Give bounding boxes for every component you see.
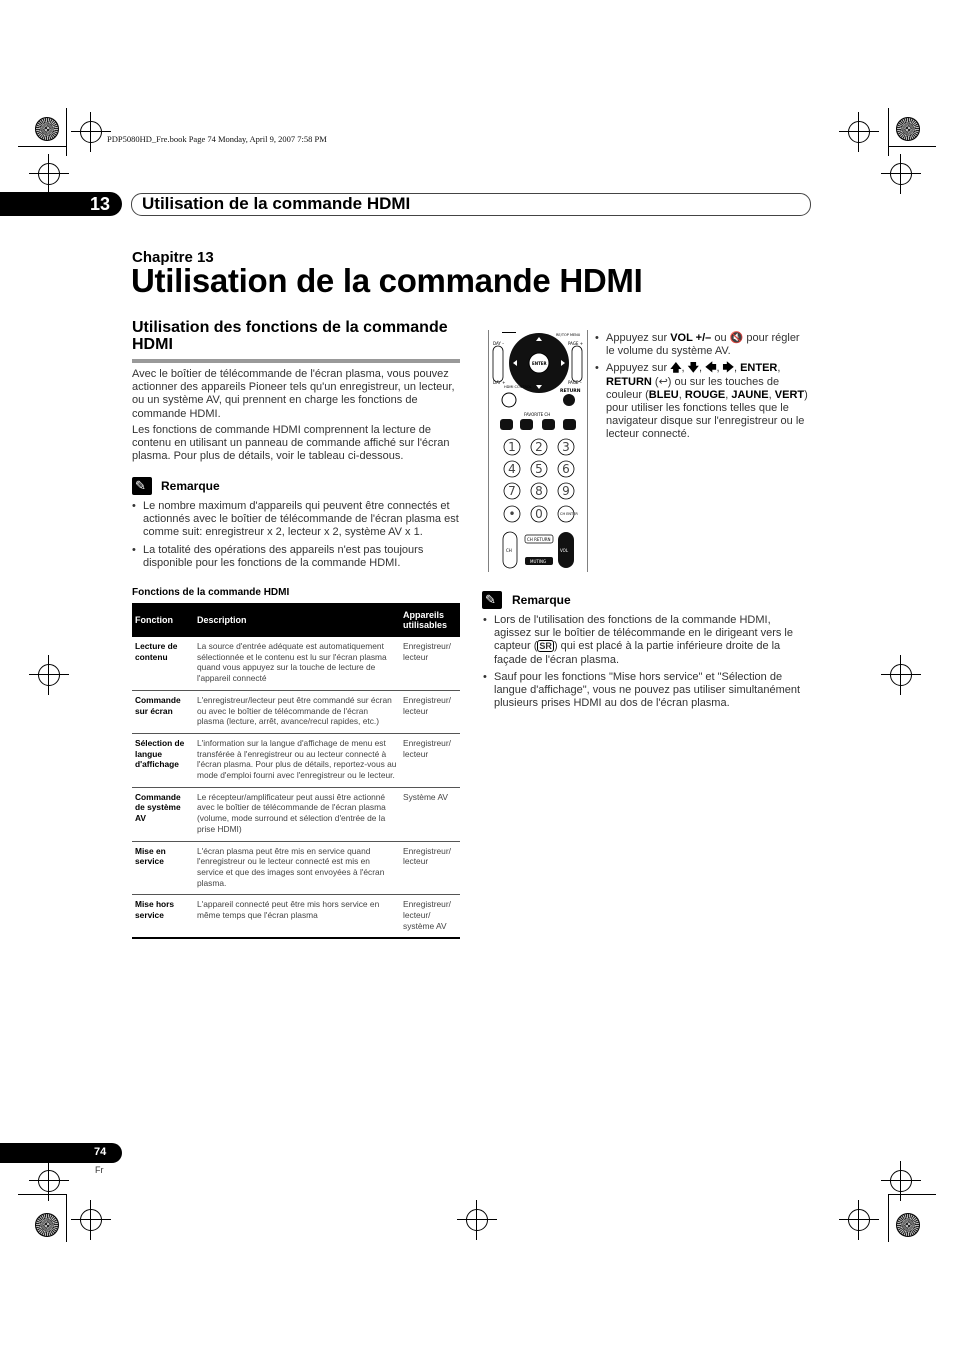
table-row [132, 895, 460, 939]
registration-star-icon [35, 1213, 59, 1237]
note-pencil-icon: ✎ [482, 591, 502, 609]
note-list [132, 500, 462, 574]
function-cell: Mise hors service [132, 895, 194, 939]
key-5: 5 [535, 462, 543, 476]
text: Lors de l'utilisation des fonctions de la commande HDMI, agissez sur le boîtier de télécommande en le dirigeant vers le capteur ( [494, 614, 793, 653]
crosshair-icon [466, 1209, 488, 1231]
text: ) pour utiliser les fonctions telles que le navigateur disque sur l'enregistreur ou le lecteur connecté. [606, 388, 808, 441]
devices-cell: Enregistreur/ lecteur/ système AV [400, 895, 460, 939]
crop-mark [888, 108, 889, 156]
favorite-ch-label: FAVORITE CH [524, 412, 551, 417]
sensor-icon: SR [539, 641, 552, 652]
arrow-up-icon: 🡅 [670, 362, 682, 375]
key-6: 6 [562, 462, 570, 476]
crosshair-icon [38, 1170, 60, 1192]
section-rule [132, 359, 460, 363]
table-row [132, 787, 460, 841]
key-1: 1 [508, 440, 516, 454]
note-list [483, 614, 809, 714]
crop-mark [888, 146, 936, 147]
crosshair-icon [80, 121, 102, 143]
intro-paragraph: Avec le boîtier de télécommande de l'écran plasma, vous pouvez actionner des appareils Pioneer tels qu'un enregistreur, un lecteur, ou un système AV, qui prennent en charge les fonctions de commande HDMI. [132, 368, 455, 420]
devices-cell: Enregistreur/ lecteur [400, 841, 460, 895]
function-cell: Commande de système AV [132, 787, 194, 841]
crop-mark [18, 1194, 66, 1195]
devices-cell: Système AV [400, 787, 460, 841]
remote-control-illustration [488, 330, 588, 572]
description-cell: Le récepteur/amplificateur peut aussi être actionné avec le boîtier de télécommande de l'écran plasma (volume, mode surround et sélection d'entrée de la prise HDMI) [194, 787, 400, 841]
return-key: RETURN [606, 375, 652, 388]
crop-mark [66, 1194, 67, 1242]
key-dot: • [508, 507, 516, 521]
enter-key: ENTER [740, 362, 778, 375]
description-cell: La source d'entrée adéquate est automatiquement sélectionnée et le contenu est lu sur l'écran plasma quand vous appuyez sur la touche de lecture de l'appareil connecté [194, 637, 400, 690]
vol-key: VOL +/– [670, 332, 712, 344]
text: Appuyez sur [606, 332, 671, 344]
table-row [132, 841, 460, 895]
description-cell: L'enregistreur/lecteur peut être commandé sur écran ou avec le boîtier de télécommande de l'écran plasma (lecture, arrêt, avance/recul rapides, etc.) [194, 690, 400, 733]
note-item: • La totalité des opérations des appareils n'est pas toujours disponible pour les fonctions de la commande HDMI. [132, 544, 462, 570]
instruction-list [595, 332, 810, 446]
instruction-volume [595, 332, 810, 358]
note-label: Remarque [161, 479, 220, 493]
key-7: 7 [508, 484, 516, 498]
green-key: VERT [774, 388, 805, 401]
crop-mark [18, 146, 66, 147]
table-row [132, 637, 460, 690]
ch-enter-label: CH ENTER [560, 512, 578, 516]
crop-mark [66, 108, 67, 156]
function-cell: Lecture de contenu [132, 637, 194, 690]
registration-star-icon [35, 117, 59, 141]
vol-label: VOL [560, 548, 569, 553]
hdmi-control-label: HDMI CONTROL [504, 385, 532, 389]
text: Appuyez sur [606, 362, 671, 375]
section-title: Utilisation des fonctions de la commande HDMI [132, 319, 448, 353]
yellow-key: JAUNE [731, 388, 769, 401]
function-cell: Commande sur écran [132, 690, 194, 733]
key-9: 9 [562, 484, 570, 498]
running-title: Utilisation de la commande HDMI [142, 194, 411, 213]
devices-cell: Enregistreur/ lecteur [400, 690, 460, 733]
arrow-right-icon: 🡆 [722, 362, 734, 375]
ch-label: CH [506, 548, 512, 553]
column-header: Description [194, 603, 400, 637]
description-cell: L'écran plasma peut être mis en service quand l'enregistreur ou le lecteur connecté est mis en service et que des images sont envoyées à l'écran plasma. [194, 841, 400, 895]
print-stamp: PDP5080HD_Fre.book Page 74 Monday, April 9, 2007 7:58 PM [107, 134, 327, 144]
day-minus-label: DAY – [493, 341, 505, 346]
note-item [483, 614, 809, 667]
note-item: • Sauf pour les fonctions "Mise hors service" et "Sélection de langue d'affichage", vous ne pouvez pas utiliser simultanément plusieurs prises HDMI au dos de l'écran plasma. [483, 671, 809, 711]
crosshair-icon [890, 163, 912, 185]
devices-cell: Enregistreur/ lecteur [400, 637, 460, 690]
crop-mark [888, 1194, 889, 1242]
instruction-navigation: • Appuyez sur 🡅, 🡇, 🡄, 🡆, ENTER, RETURN (↩) ou sur les touches de couleur (BLEU, ROUGE, JAUNE, VERT) pour utiliser les fonctions telles que le navigateur disque sur l'enregistreur ou le lecteur connecté. [595, 362, 810, 441]
crosshair-icon [890, 1170, 912, 1192]
enter-button-label: ENTER [532, 361, 547, 366]
note-label: Remarque [512, 593, 571, 607]
intro-paragraph: Les fonctions de commande HDMI comprennent la lecture de contenu en utilisant un panneau de commande affiché sur l'écran plasma. Pour plus de détails, voir le tableau ci-dessous. [132, 424, 450, 463]
arrow-down-icon: 🡇 [687, 362, 699, 375]
note-pencil-icon: ✎ [132, 477, 152, 495]
registration-star-icon [896, 1213, 920, 1237]
column-header: Fonction [132, 603, 194, 637]
column-header: Appareils utilisables [400, 603, 460, 637]
blue-key: BLEU [648, 388, 679, 401]
function-cell: Mise en service [132, 841, 194, 895]
return-icon: ↩ [658, 375, 668, 388]
page-language: Fr [95, 1165, 104, 1175]
chapter-label: Chapitre 13 [132, 249, 214, 266]
crosshair-icon [848, 1209, 870, 1231]
table-row [132, 733, 460, 787]
text: pour régler le volume du système AV. [606, 332, 800, 358]
day-plus-label: DAY + [493, 380, 506, 385]
key-4: 4 [508, 462, 516, 476]
text: ) qui est placé à la partie inférieure droite de la façade de l'écran plasma. [494, 640, 781, 666]
description-cell: L'information sur la langue d'affichage de menu est transférée à l'enregistreur ou au lecteur connecté à l'écran plasma. Pour plus de détails, reportez-vous au mode d'emploi fourni avec l'enregistreur ou le lecteur. [194, 733, 400, 787]
crosshair-icon [890, 664, 912, 686]
crosshair-icon [848, 121, 870, 143]
text: ou [711, 332, 730, 344]
crosshair-icon [38, 664, 60, 686]
page-minus-label: PAGE – [568, 380, 582, 385]
remote-svg [488, 330, 588, 572]
registration-star-icon [896, 117, 920, 141]
note-item: • Le nombre maximum d'appareils qui peuvent être connectés et actionnés avec le boîtier de télécommande de l'écran plasma est comme suit: enregistreur x 2, lecteur x 2, système AV x 1. [132, 500, 462, 540]
function-cell: Sélection de langue d'affichage [132, 733, 194, 787]
text: ) ou sur les touches de couleur ( [606, 375, 780, 401]
page-number: 74 [94, 1146, 107, 1158]
key-0: 0 [535, 507, 543, 521]
devices-cell: Enregistreur/ lecteur [400, 733, 460, 787]
page-title: Utilisation de la commande HDMI [131, 262, 643, 299]
table-row [132, 690, 460, 733]
chapter-number: 13 [90, 194, 111, 214]
arrow-left-icon: 🡄 [705, 362, 717, 375]
key-2: 2 [535, 440, 543, 454]
key-3: 3 [562, 440, 570, 454]
top-menu-label: RE/TOP MENU [556, 333, 581, 337]
muting-label: MUTING [530, 559, 547, 564]
red-key: ROUGE [684, 388, 726, 401]
crop-mark [888, 1194, 936, 1195]
crosshair-icon [80, 1209, 102, 1231]
ch-return-label: CH RETURN [527, 537, 551, 542]
return-label: RETURN [560, 389, 581, 394]
functions-table [132, 603, 460, 939]
page-plus-label: PAGE + [568, 341, 584, 346]
description-cell: L'appareil connecté peut être mis hors service en même temps que l'écran plasma [194, 895, 400, 939]
mute-icon: 🔇 [729, 332, 744, 344]
table-title: Fonctions de la commande HDMI [132, 587, 290, 598]
table-header-row [132, 603, 460, 637]
key-8: 8 [535, 484, 543, 498]
crosshair-icon [38, 163, 60, 185]
